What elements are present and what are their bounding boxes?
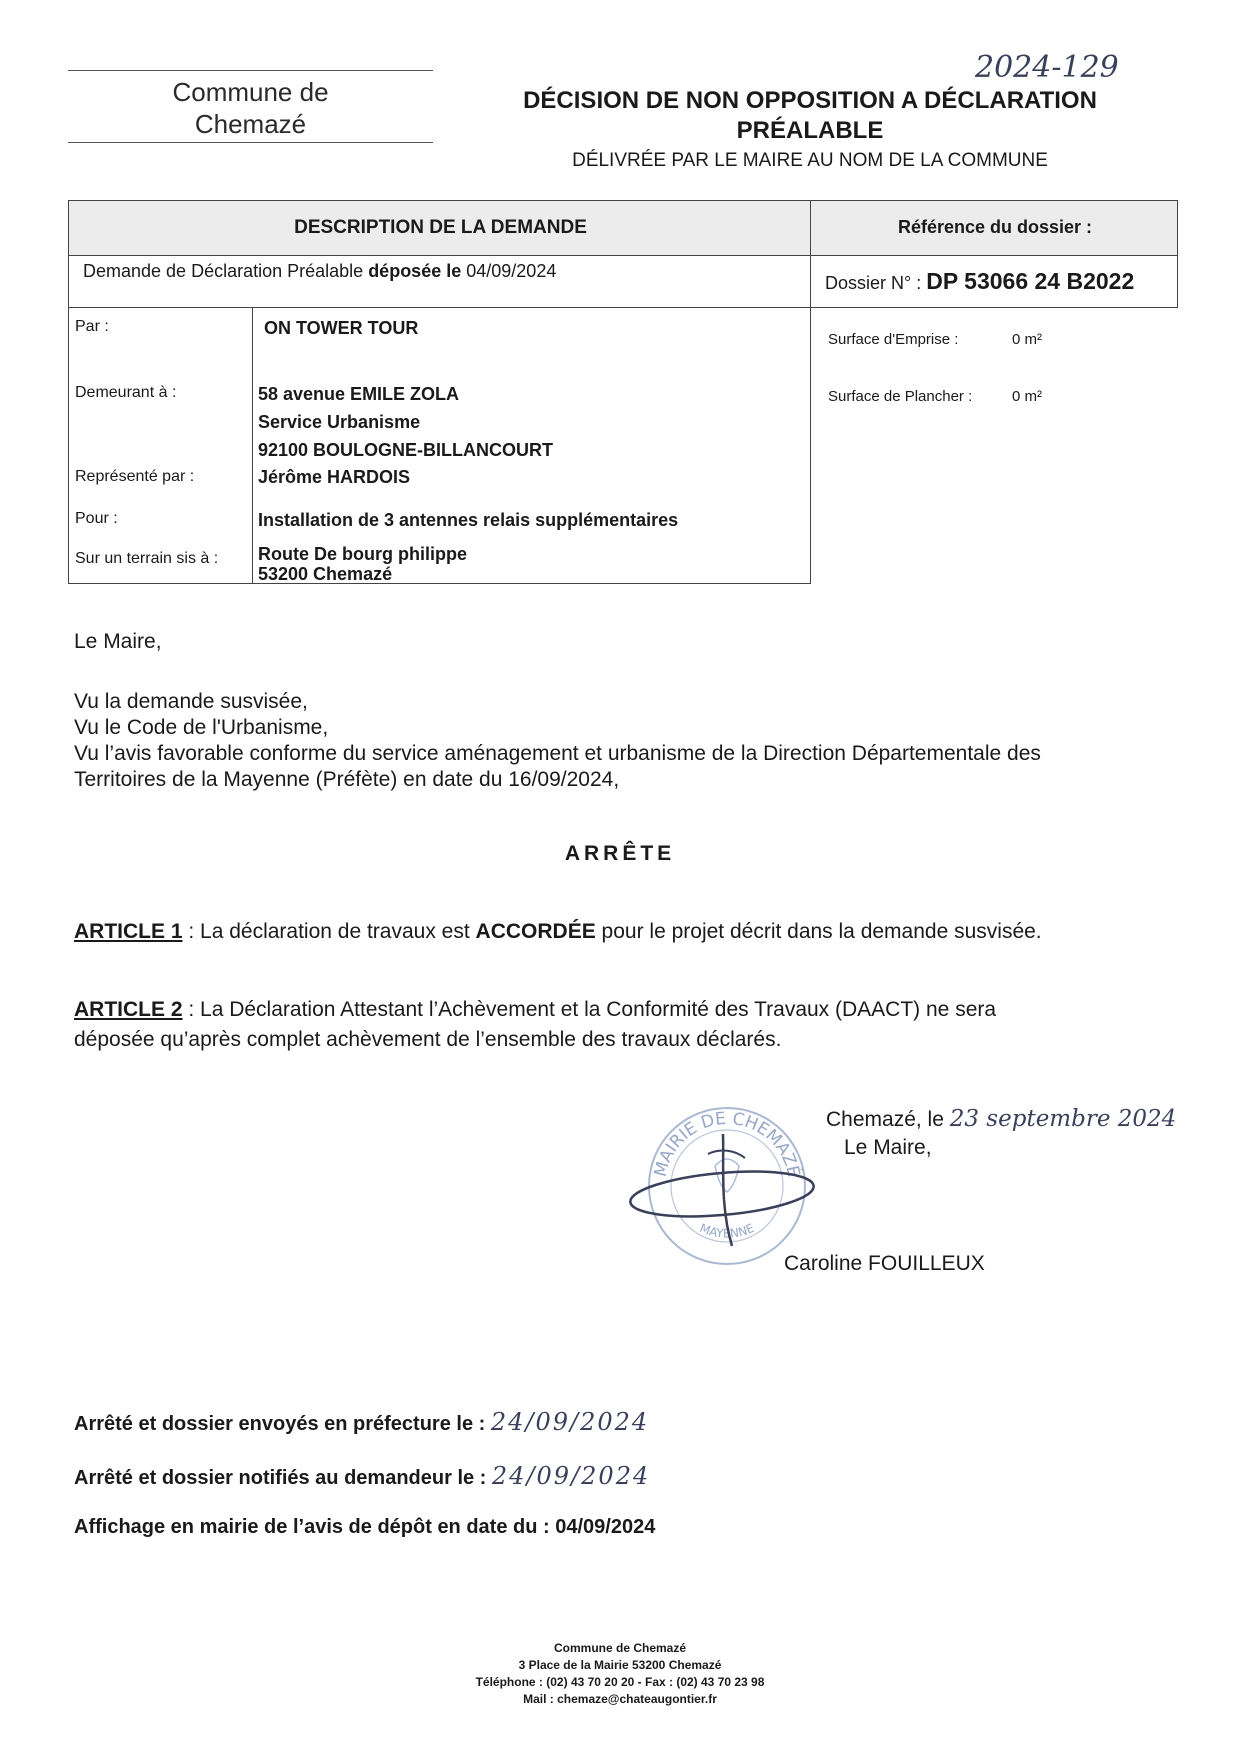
article2-text2: déposée qu’après complet achèvement de l’ensemble des travaux déclarés.: [74, 1028, 782, 1051]
stamp-bottom-text: MAYENNE: [697, 1220, 757, 1241]
par-label: Par :: [75, 318, 109, 335]
article1-label: ARTICLE 1: [74, 920, 183, 943]
table-header-left: [68, 200, 811, 256]
represente-label: Représenté par :: [75, 468, 195, 485]
footer: [400, 1640, 840, 1708]
affichage-label: Affichage en mairie de l’avis de dépôt en date du :: [74, 1516, 550, 1538]
demande-prefix: Demande de Déclaration Préalable: [83, 261, 364, 281]
pour-label: Pour :: [75, 510, 118, 527]
place-prefix: Chemazé, le: [826, 1108, 944, 1131]
signature-role: Le Maire,: [844, 1136, 932, 1159]
handwritten-doc-number: 2024-129: [975, 50, 1119, 85]
footer-line4: Mail : chemaze@chateaugontier.fr: [523, 1692, 717, 1706]
demande-text: [83, 261, 556, 282]
dossier-text: [825, 268, 1134, 295]
notifie-date: 24/09/2024: [491, 1462, 651, 1490]
commune-top-rule: [68, 70, 433, 71]
mayor-name: Caroline FOUILLEUX: [784, 1252, 985, 1275]
terrain-label: Sur un terrain sis à :: [75, 550, 219, 567]
footer-line2: 3 Place de la Mairie 53200 Chemazé: [518, 1658, 722, 1672]
document-subtitle: DÉLIVRÉE PAR LE MAIRE AU NOM DE LA COMMUNE: [572, 150, 1048, 171]
commune-bottom-rule: [68, 142, 433, 143]
surface-emprise-value: 0 m²: [1012, 331, 1042, 348]
arrete-heading: ARRÊTE: [564, 842, 676, 865]
article-2: [74, 995, 1164, 1055]
demande-bold: déposée le: [368, 261, 462, 281]
commune-name: [68, 76, 433, 140]
signature-place-date: [826, 1106, 1176, 1132]
dossier-number: DP 53066 24 B2022: [926, 268, 1135, 294]
footer-line3: Téléphone : (02) 43 70 20 20 - Fax : (02) 43 70 23 98: [475, 1675, 765, 1689]
demande-row: [68, 255, 811, 308]
prefecture-label: Arrêté et dossier envoyés en préfecture le :: [74, 1413, 486, 1435]
demeurant-label: Demeurant à :: [75, 384, 177, 401]
title-line1: DÉCISION DE NON OPPOSITION A DÉCLARATION: [523, 87, 1097, 114]
vu-avis-line2: Territoires de la Mayenne (Préfète) en date du 16/09/2024,: [74, 768, 620, 791]
col2-header: Référence du dossier :: [897, 217, 1093, 237]
table-header-right: [810, 200, 1178, 256]
notifie-label: Arrêté et dossier notifiés au demandeur le :: [74, 1467, 487, 1489]
article1-pre: : La déclaration de travaux est: [182, 920, 476, 943]
vu-avis-line1: Vu l’avis favorable conforme du service aménagement et urbanisme de la Direction Départementale des: [74, 742, 1041, 765]
prefecture-date: 24/09/2024: [490, 1408, 650, 1436]
article2-text1: : La Déclaration Attestant l’Achèvement et la Conformité des Travaux (DAACT) ne sera: [182, 998, 997, 1021]
dossier-label: Dossier N° :: [825, 273, 922, 293]
surface-plancher-value: 0 m²: [1012, 388, 1042, 405]
mairie-stamp: [620, 1096, 825, 1266]
par-value: ON TOWER TOUR: [264, 318, 419, 338]
surface-plancher-label: Surface de Plancher :: [828, 388, 973, 405]
affichage-date: 04/09/2024: [555, 1516, 656, 1538]
prefecture-notice: [74, 1408, 649, 1436]
col1-header: DESCRIPTION DE LA DEMANDE: [294, 217, 587, 238]
article-1: [74, 917, 1164, 947]
vu-demande: Vu la demande susvisée,: [74, 690, 308, 713]
pour-value: Installation de 3 antennes relais supplémentaires: [258, 510, 679, 530]
greeting: Le Maire,: [74, 630, 162, 653]
handwritten-date: 23 septembre 2024: [949, 1106, 1177, 1132]
address-line3: 92100 BOULOGNE-BILLANCOURT: [258, 440, 554, 460]
demande-date: 04/09/2024: [466, 261, 557, 281]
article1-post: pour le projet décrit dans la demande susvisée.: [595, 920, 1042, 943]
details-label-column: [68, 307, 253, 584]
represente-value: Jérôme HARDOIS: [258, 467, 411, 487]
affichage-notice: [74, 1516, 655, 1539]
document-title: [470, 86, 1150, 146]
footer-line1: Commune de Chemazé: [553, 1641, 687, 1655]
commune-line1: Commune de: [172, 77, 329, 107]
notifie-notice: [74, 1462, 650, 1490]
address-line1: 58 avenue EMILE ZOLA: [258, 384, 460, 404]
surface-emprise-label: Surface d'Emprise :: [828, 331, 959, 348]
article2-label: ARTICLE 2: [74, 998, 183, 1021]
title-line2: PRÉALABLE: [736, 117, 884, 144]
commune-line2: Chemazé: [194, 109, 307, 139]
address-line2: Service Urbanisme: [258, 412, 421, 432]
stamp-text: MAIRIE DE CHEMAZÉ: [650, 1108, 804, 1179]
terrain-line2: 53200 Chemazé: [258, 564, 393, 584]
vu-code: Vu le Code de l'Urbanisme,: [74, 716, 329, 739]
article1-bold: ACCORDÉE: [475, 920, 596, 943]
terrain-line1: Route De bourg philippe: [258, 544, 467, 564]
dossier-cell: [810, 255, 1178, 308]
article2-line1: [74, 995, 1164, 1025]
